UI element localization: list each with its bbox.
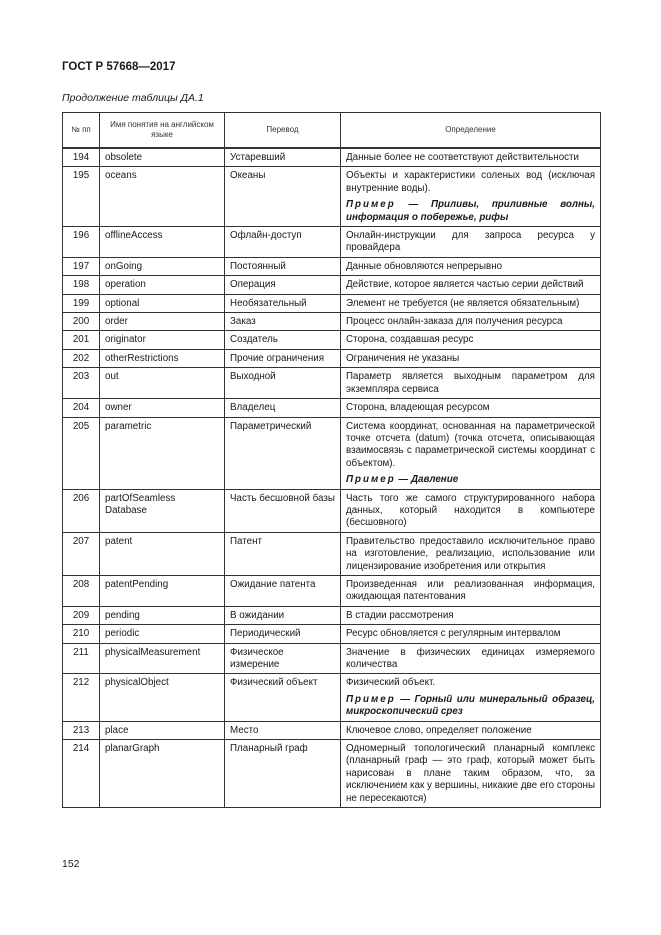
definition-text: Действие, которое является частью серии действий: [346, 279, 584, 291]
page-number: 152: [62, 858, 80, 870]
term-translation: Выходной: [225, 368, 341, 399]
definition-text: Данные обновляются непрерывно: [346, 260, 503, 272]
definition-text: Ограничения не указаны: [346, 352, 460, 364]
table-row: [63, 148, 601, 167]
term-name: physicalMeasurement: [100, 643, 225, 674]
term-name: patentPending: [100, 575, 225, 606]
row-number: 205: [63, 417, 100, 489]
table-row: [63, 625, 601, 643]
header-num: № пп: [63, 113, 100, 149]
term-translation: Создатель: [225, 331, 341, 349]
term-translation: Ожидание патента: [225, 575, 341, 606]
definition-text: Онлайн-инструкции для запроса ресурса у провайдера: [346, 230, 595, 254]
row-number: 213: [63, 721, 100, 739]
row-number: 199: [63, 294, 100, 312]
row-number: 197: [63, 257, 100, 275]
term-translation: Прочие ограничения: [225, 349, 341, 367]
term-definition: [341, 643, 601, 674]
term-name: pending: [100, 606, 225, 624]
term-name: periodic: [100, 625, 225, 643]
definition-text: Произведенная или реализованная информация, ожидающая патентования: [346, 578, 595, 603]
term-translation: Постоянный: [225, 257, 341, 275]
row-number: 194: [63, 148, 100, 167]
definition-text: Физический объект.: [346, 677, 436, 689]
term-translation: Офлайн-доступ: [225, 227, 341, 258]
table-header-row: [63, 113, 601, 149]
term-name: out: [100, 368, 225, 399]
definition-text: Ключевое слово, определяет положение: [346, 724, 532, 736]
definition-text: Данные более не соответствуют действительности: [346, 152, 580, 163]
definition-text: В стадии рассмотрения: [346, 609, 454, 621]
term-name: parametric: [100, 417, 225, 489]
term-translation: Устаревший: [225, 148, 341, 167]
term-definition: [341, 399, 601, 417]
definition-example: Пример — Приливы, приливные волны, информация о побережье, рифы: [346, 199, 595, 223]
row-number: 212: [63, 674, 100, 721]
row-number: 206: [63, 489, 100, 532]
table-row: [63, 276, 601, 294]
definition-text: Параметр является выходным параметром для экземпляра сервиса: [346, 371, 595, 395]
definition-text: Сторона, владеющая ресурсом: [346, 402, 490, 414]
term-definition: [341, 148, 601, 167]
term-translation: Владелец: [225, 399, 341, 417]
definition-example: Пример — Давление: [346, 474, 459, 486]
row-number: 214: [63, 740, 100, 808]
table-row: [63, 349, 601, 367]
table-row: [63, 674, 601, 721]
row-number: 201: [63, 331, 100, 349]
term-definition: [341, 417, 601, 489]
term-translation: Физический объект: [225, 674, 341, 721]
term-definition: [341, 674, 601, 721]
definition-example: Пример — Горный или минеральный образец, микроскопический срез: [346, 693, 595, 718]
table-row: [63, 643, 601, 674]
table-row: [63, 368, 601, 399]
term-translation: Патент: [225, 532, 341, 575]
term-definition: [341, 740, 601, 808]
example-label: Пример: [346, 693, 396, 705]
term-definition: [341, 575, 601, 606]
term-name: optional: [100, 294, 225, 312]
term-name: onGoing: [100, 257, 225, 275]
term-definition: [341, 276, 601, 294]
table-row: [63, 313, 601, 331]
row-number: 198: [63, 276, 100, 294]
term-name: place: [100, 721, 225, 739]
row-number: 210: [63, 625, 100, 643]
term-definition: [341, 313, 601, 331]
definition-text: Ресурс обновляется с регулярным интервалом: [346, 628, 561, 640]
table-row: [63, 227, 601, 258]
term-definition: [341, 349, 601, 367]
definition-text: Сторона, создавшая ресурс: [346, 334, 474, 346]
term-name: patent: [100, 532, 225, 575]
table-row: [63, 417, 601, 489]
term-translation: Часть бесшовной базы: [225, 489, 341, 532]
row-number: 204: [63, 399, 100, 417]
term-definition: [341, 721, 601, 739]
definition-text: Часть того же самого структурированного набора данных, который находится в компьютере (бесшовного): [346, 492, 595, 529]
table-row: [63, 740, 601, 808]
row-number: 196: [63, 227, 100, 258]
example-text: Давление: [410, 474, 459, 486]
document-code: ГОСТ Р 57668—2017: [62, 61, 176, 73]
term-name: order: [100, 313, 225, 331]
term-definition: [341, 532, 601, 575]
term-translation: Заказ: [225, 313, 341, 331]
term-translation: Океаны: [225, 167, 341, 227]
example-label: Пример: [346, 199, 396, 211]
definition-text: Правительство предоставило исключительное право на изготовление, реализацию, использование или лицензирование изобретения или открытия: [346, 535, 595, 572]
row-number: 203: [63, 368, 100, 399]
table-row: [63, 257, 601, 275]
table-row: [63, 606, 601, 624]
table-row: [63, 399, 601, 417]
definition-text: Одномерный топологический планарный комплекс (планарный граф — это граф, который может быть нарисован в плане таким образом, что, за исключением как у вершины, никакие две его стороны не пересекаются): [346, 743, 595, 804]
term-name: planarGraph: [100, 740, 225, 808]
term-name: physicalObject: [100, 674, 225, 721]
term-name: partOfSeamless Database: [100, 489, 225, 532]
table-row: [63, 331, 601, 349]
row-number: 208: [63, 575, 100, 606]
row-number: 211: [63, 643, 100, 674]
term-definition: [341, 331, 601, 349]
term-translation: Периодический: [225, 625, 341, 643]
term-definition: [341, 167, 601, 227]
term-translation: Операция: [225, 276, 341, 294]
definition-text: Система координат, основанная на параметрической точке отсчета (datum) (точка отсчета, описывающая взаимосвязь с параметрической системы координат с объектом).: [346, 420, 595, 469]
term-name: obsolete: [100, 148, 225, 167]
definition-text: Объекты и характеристики соленых вод (исключая внутренние воды).: [346, 170, 595, 194]
term-definition: [341, 489, 601, 532]
term-name: owner: [100, 399, 225, 417]
term-translation: Место: [225, 721, 341, 739]
row-number: 209: [63, 606, 100, 624]
table-row: [63, 294, 601, 312]
table-row: [63, 575, 601, 606]
table-row: [63, 532, 601, 575]
term-name: offlineAccess: [100, 227, 225, 258]
example-label: Пример: [346, 474, 396, 486]
term-name: operation: [100, 276, 225, 294]
term-translation: Необязательный: [225, 294, 341, 312]
row-number: 207: [63, 532, 100, 575]
term-definition: [341, 625, 601, 643]
header-term: Имя понятия на английском языке: [100, 113, 225, 149]
term-definition: [341, 294, 601, 312]
example-text: Приливы, приливные волны, информация о побережье, рифы: [346, 199, 595, 223]
header-definition: Определение: [341, 113, 601, 149]
example-text: Горный или минеральный образец, микроскопический срез: [346, 693, 595, 718]
header-translation: Перевод: [225, 113, 341, 149]
term-translation: Физическое измерение: [225, 643, 341, 674]
term-translation: В ожидании: [225, 606, 341, 624]
definition-text: Элемент не требуется (не является обязательным): [346, 297, 580, 309]
table-row: [63, 489, 601, 532]
row-number: 202: [63, 349, 100, 367]
terms-table: [62, 112, 601, 808]
definition-text: Процесс онлайн-заказа для получения ресурса: [346, 316, 563, 328]
term-definition: [341, 368, 601, 399]
term-definition: [341, 606, 601, 624]
row-number: 195: [63, 167, 100, 227]
term-name: originator: [100, 331, 225, 349]
term-definition: [341, 257, 601, 275]
table-row: [63, 167, 601, 227]
term-translation: Планарный граф: [225, 740, 341, 808]
definition-text: Значение в физических единицах измеряемого количества: [346, 646, 595, 670]
term-definition: [341, 227, 601, 258]
term-translation: Параметрический: [225, 417, 341, 489]
term-name: otherRestrictions: [100, 349, 225, 367]
row-number: 200: [63, 313, 100, 331]
table-row: [63, 721, 601, 739]
table-caption: Продолжение таблицы ДА.1: [62, 92, 204, 104]
term-name: oceans: [100, 167, 225, 227]
